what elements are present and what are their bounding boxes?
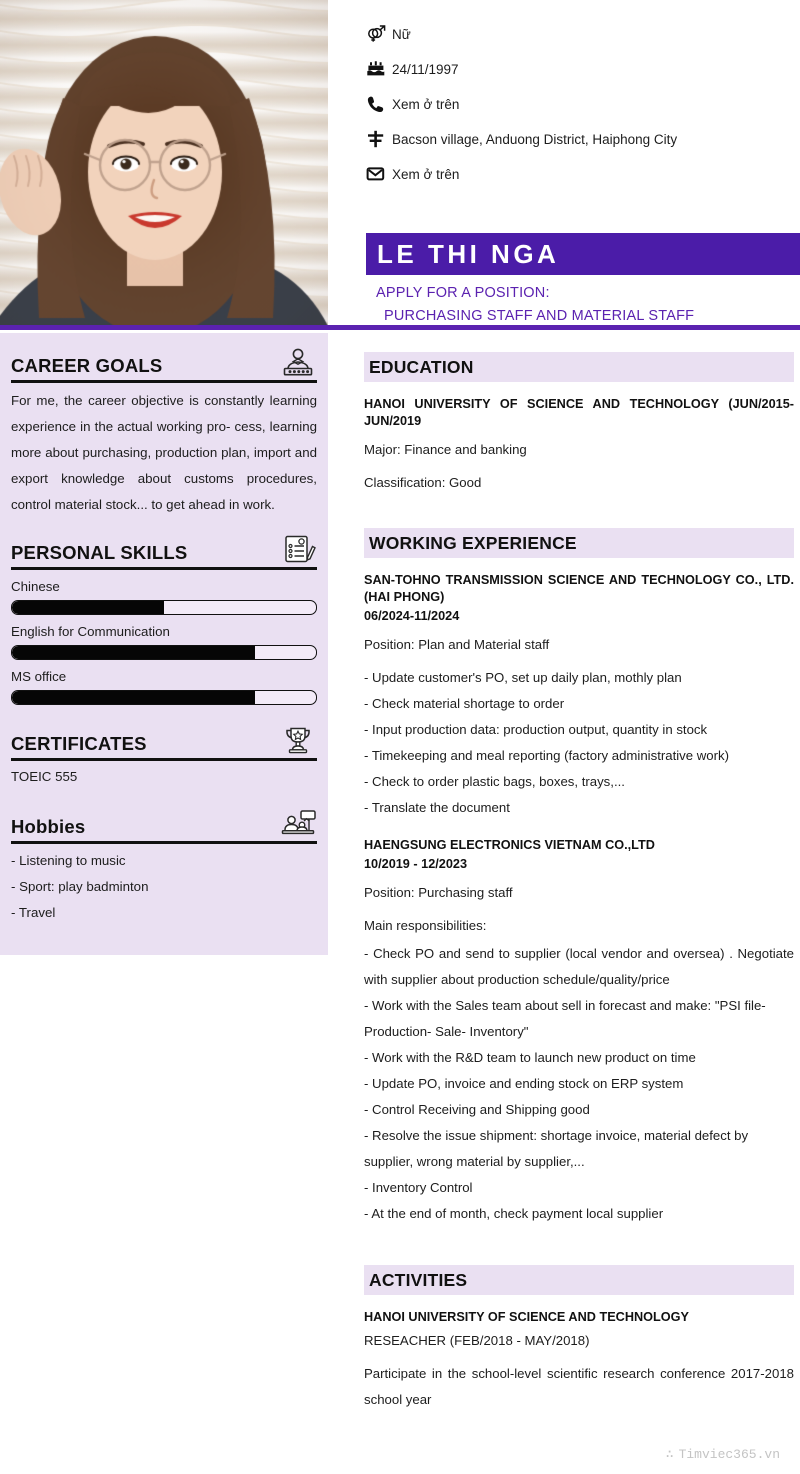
section-activities <box>364 1265 794 1413</box>
header-area <box>0 0 800 330</box>
job-entry <box>364 837 794 1227</box>
job-bullet: - Translate the document <box>364 800 510 815</box>
job-date: 10/2019 - 12/2023 <box>364 857 467 871</box>
education-school: HANOI UNIVERSITY OF SCIENCE AND TECHNOLOGY (JUN/2015-JUN/2019 <box>364 397 794 428</box>
contact-email-value: Xem ở trên <box>392 167 460 182</box>
presentation-people-icon <box>279 808 317 838</box>
footer-watermark <box>666 1447 780 1462</box>
activity-detail: Participate in the school-level scientific research conference 2017-2018 school year <box>364 1366 794 1407</box>
skill-progress-fill <box>12 601 164 614</box>
sidebar-section-certificates <box>11 725 317 790</box>
contact-address-value: Bacson village, Anduong District, Haiphong City <box>392 132 678 147</box>
spacer <box>364 1243 794 1265</box>
hobbies-header <box>11 808 317 844</box>
job-bullet: - Work with the R&D team to launch new product on time <box>364 1050 696 1065</box>
certificates-title: CERTIFICATES <box>11 733 147 754</box>
job-company: HAENGSUNG ELECTRONICS VIETNAM CO.,LTD <box>364 838 655 852</box>
section-working-experience <box>364 528 794 1227</box>
location-signpost-icon <box>366 129 392 148</box>
job-bullet: - Inventory Control <box>364 1180 473 1195</box>
contact-birthday-value: 24/11/1997 <box>392 62 459 77</box>
job-bullet: - Work with the Sales team about sell in forecast and make: "PSI file- Production- Sale- Inventory" <box>364 998 766 1039</box>
page-title: LE THI NGA <box>377 238 560 269</box>
career-goals-header <box>11 347 317 383</box>
apply-position-label: APPLY FOR A POSITION: <box>376 285 550 301</box>
section-education <box>364 352 794 496</box>
job-position: Position: Purchasing staff <box>364 885 513 900</box>
job-bullet: - Control Receiving and Shipping good <box>364 1102 590 1117</box>
watermark-text: Timviec365.vn <box>678 1447 780 1462</box>
skill-item <box>11 579 317 615</box>
sidebar-section-career-goals <box>11 347 317 518</box>
hobby-item: - Sport: play badminton <box>11 879 149 894</box>
spacer <box>364 512 794 528</box>
education-major: Major: Finance and banking <box>364 442 527 457</box>
therefore-icon: ∴ <box>665 1447 674 1462</box>
hobbies-title: Hobbies <box>11 816 86 837</box>
education-header <box>364 352 794 382</box>
skill-label: MS office <box>11 669 67 684</box>
job-date: 06/2024-11/2024 <box>364 609 460 623</box>
contact-gender-value: Nữ <box>392 27 411 42</box>
staff-person-icon <box>279 347 317 377</box>
activity-role: RESEACHER (FEB/2018 - MAY/2018) <box>364 1333 590 1348</box>
skill-progress-track <box>11 645 317 660</box>
activities-header <box>364 1265 794 1295</box>
personal-skills-header <box>11 534 317 570</box>
hobby-item: - Listening to music <box>11 853 126 868</box>
contact-row-gender <box>366 24 786 46</box>
education-entry <box>364 396 794 496</box>
profile-photo-image <box>0 0 328 330</box>
contact-row-phone <box>366 94 786 116</box>
contact-row-email <box>366 164 786 186</box>
sidebar <box>0 333 328 955</box>
job-bullet: - Update PO, invoice and ending stock on ERP system <box>364 1076 684 1091</box>
skill-item <box>11 624 317 660</box>
contact-info-list <box>366 24 786 199</box>
trophy-icon <box>279 725 317 755</box>
career-goals-text: For me, the career objective is constantly learning experience in the actual working pro- cess, learning more about purchasing, production plan, import and export knowledge about customs procedures, control material stock... to get ahead in work. <box>11 393 317 512</box>
skill-progress-fill <box>12 691 255 704</box>
career-goals-title: CAREER GOALS <box>11 355 163 376</box>
sidebar-section-hobbies <box>11 808 317 926</box>
skill-progress-track <box>11 690 317 705</box>
job-bullet: - Check to order plastic bags, boxes, trays,... <box>364 774 625 789</box>
contact-row-address <box>366 129 786 151</box>
personal-skills-title: PERSONAL SKILLS <box>11 542 188 563</box>
education-title: EDUCATION <box>369 356 474 377</box>
job-responsibilities-label: Main responsibilities: <box>364 918 487 933</box>
apply-position-value: PURCHASING STAFF AND MATERIAL STAFF <box>384 308 695 324</box>
envelope-icon <box>366 164 392 183</box>
activity-org: HANOI UNIVERSITY OF SCIENCE AND TECHNOLOGY <box>364 1310 689 1324</box>
hobby-item: - Travel <box>11 905 56 920</box>
birthday-cake-icon <box>366 59 392 78</box>
working-experience-header <box>364 528 794 558</box>
activity-entry <box>364 1309 794 1413</box>
skill-item <box>11 669 317 705</box>
job-bullets <box>364 941 794 1227</box>
job-bullet: - Update customer's PO, set up daily plan, mothly plan <box>364 670 682 685</box>
contact-row-birthday <box>366 59 786 81</box>
skill-label: Chinese <box>11 579 60 594</box>
job-bullet: - Resolve the issue shipment: shortage invoice, material defect by supplier, wrong material by supplier,... <box>364 1128 749 1169</box>
header-divider <box>0 325 800 330</box>
phone-icon <box>366 94 392 113</box>
profile-photo <box>0 0 328 330</box>
job-company: SAN-TOHNO TRANSMISSION SCIENCE AND TECHNOLOGY CO., LTD. (HAI PHONG) <box>364 573 794 604</box>
working-experience-title: WORKING EXPERIENCE <box>369 532 577 553</box>
job-bullet: - Input production data: production output, quantity in stock <box>364 722 708 737</box>
certificate-item: TOEIC 555 <box>11 769 78 784</box>
skill-progress-track <box>11 600 317 615</box>
certificates-header <box>11 725 317 761</box>
activities-title: ACTIVITIES <box>369 1269 468 1290</box>
job-bullet: - Check material shortage to order <box>364 696 565 711</box>
job-entry <box>364 572 794 821</box>
skill-label: English for Communication <box>11 624 170 639</box>
contact-phone-value: Xem ở trên <box>392 97 460 112</box>
sidebar-section-personal-skills <box>11 534 317 705</box>
checklist-pencil-icon <box>279 534 317 564</box>
name-banner <box>366 233 800 275</box>
job-position: Position: Plan and Material staff <box>364 637 550 652</box>
job-bullet: - Check PO and send to supplier (local vendor and oversea) . Negotiate with supplier about production schedule/quality/price <box>364 946 794 987</box>
skill-progress-fill <box>12 646 255 659</box>
main-content <box>364 352 794 1429</box>
job-bullets <box>364 665 794 821</box>
gender-icon <box>366 24 392 43</box>
job-bullet: - At the end of month, check payment local supplier <box>364 1206 664 1221</box>
job-bullet: - Timekeeping and meal reporting (factory administrative work) <box>364 748 729 763</box>
education-classification: Classification: Good <box>364 475 482 490</box>
